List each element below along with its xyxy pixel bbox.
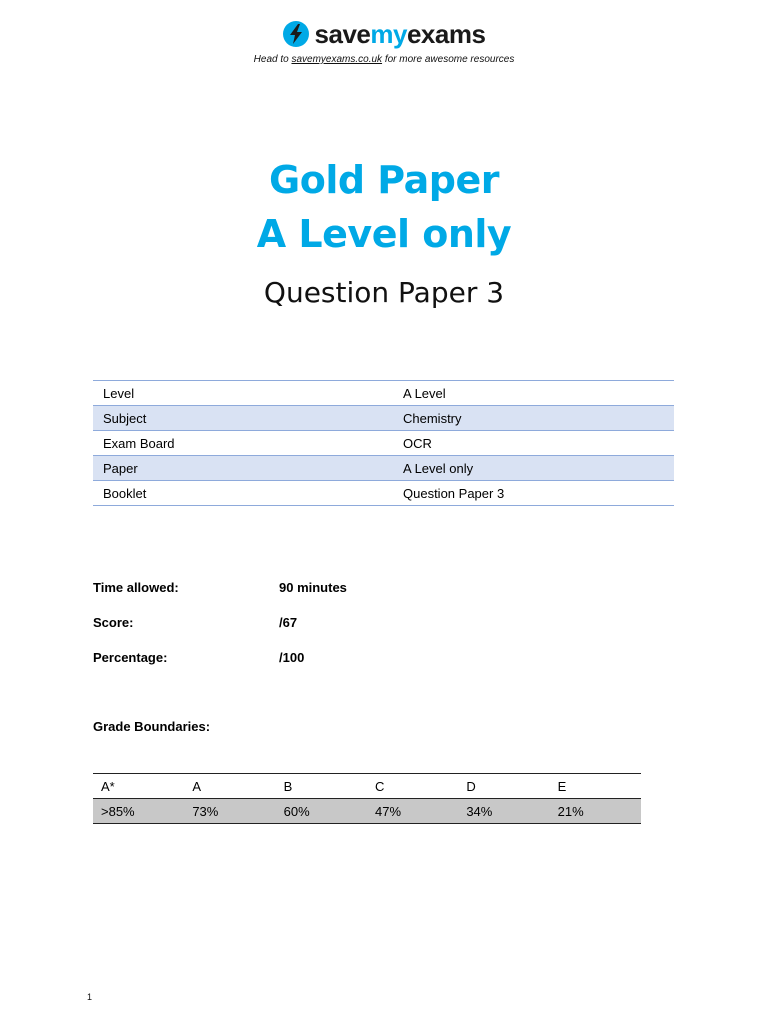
info-value: Question Paper 3 bbox=[393, 481, 674, 506]
grade-boundaries-label: Grade Boundaries: bbox=[93, 719, 211, 734]
grade-value-cell: 21% bbox=[550, 799, 641, 824]
score-label: Score: bbox=[93, 615, 134, 630]
tagline-prefix: Head to bbox=[253, 54, 292, 65]
info-label: Paper bbox=[93, 456, 393, 481]
grade-cell: A* bbox=[93, 774, 184, 799]
tagline-link[interactable]: savemyexams.co.uk bbox=[291, 54, 383, 65]
info-table bbox=[93, 380, 674, 506]
logo-my: my bbox=[370, 19, 407, 49]
grade-cell: E bbox=[550, 774, 641, 799]
tagline bbox=[0, 54, 768, 65]
info-value: A Level only bbox=[393, 456, 674, 481]
table-row bbox=[93, 381, 674, 406]
table-row bbox=[93, 481, 674, 506]
grade-value-row bbox=[93, 799, 641, 824]
table-row bbox=[93, 406, 674, 431]
logo-save: save bbox=[314, 19, 371, 49]
info-label: Booklet bbox=[93, 481, 393, 506]
grade-value-cell: 73% bbox=[184, 799, 275, 824]
grade-boundaries-table bbox=[93, 773, 641, 824]
logo-text bbox=[315, 21, 486, 47]
page-title: Gold Paper bbox=[269, 158, 499, 202]
info-value: A Level bbox=[393, 381, 674, 406]
grade-cell: B bbox=[276, 774, 367, 799]
grade-value-cell: 47% bbox=[367, 799, 458, 824]
grade-value-cell: 60% bbox=[276, 799, 367, 824]
grade-header-row bbox=[93, 774, 641, 799]
table-row bbox=[93, 431, 674, 456]
page-number: 1 bbox=[87, 992, 93, 1002]
grade-value-cell: >85% bbox=[93, 799, 184, 824]
info-value: OCR bbox=[393, 431, 674, 456]
grade-value-cell: 34% bbox=[458, 799, 549, 824]
page-subtitle: Question Paper 3 bbox=[263, 276, 505, 309]
grade-cell: A bbox=[184, 774, 275, 799]
grade-cell: D bbox=[458, 774, 549, 799]
header bbox=[0, 14, 768, 65]
info-value: Chemistry bbox=[393, 406, 674, 431]
info-label: Subject bbox=[93, 406, 393, 431]
info-label: Level bbox=[93, 381, 393, 406]
logo-exams: exams bbox=[406, 19, 486, 49]
score-value: /67 bbox=[279, 615, 298, 630]
percentage-label: Percentage: bbox=[93, 650, 168, 665]
tagline-suffix: for more awesome resources bbox=[382, 54, 515, 65]
grade-cell: C bbox=[367, 774, 458, 799]
table-row bbox=[93, 456, 674, 481]
time-allowed-value: 90 minutes bbox=[279, 580, 347, 595]
lightning-bolt-icon bbox=[283, 21, 309, 47]
info-label: Exam Board bbox=[93, 431, 393, 456]
percentage-value: /100 bbox=[279, 650, 305, 665]
page-title-line2: A Level only bbox=[256, 212, 512, 256]
time-allowed-label: Time allowed: bbox=[93, 580, 179, 595]
logo[interactable] bbox=[283, 14, 486, 54]
